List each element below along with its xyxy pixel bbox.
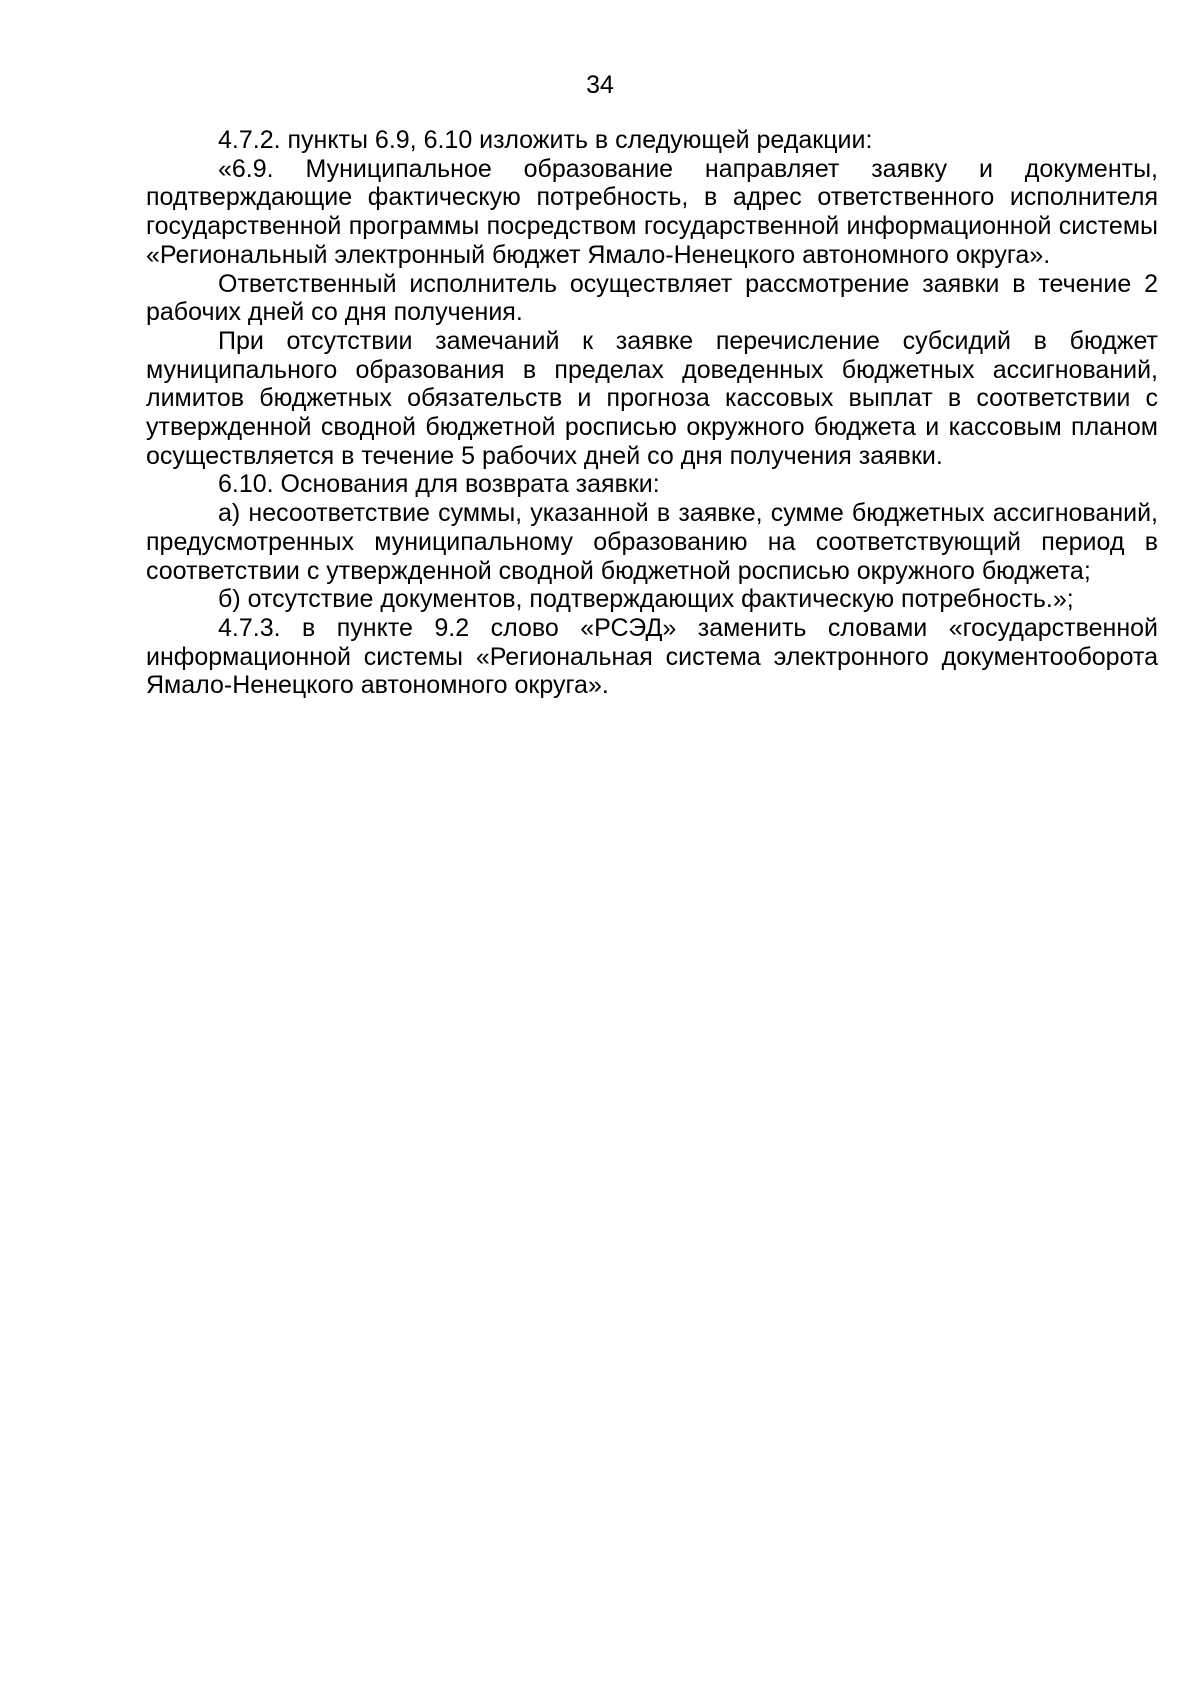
paragraph-6-9: «6.9. Муниципальное образование направляет заявку и документы, подтверждающие фактическую потребность, в адрес ответственного исполнителя государственной программы посредством государственной информационной системы «Региональный электронный бюджет Ямало-Ненецкого автономного округа». — [146, 154, 1158, 269]
paragraph-6-10-b: б) отсутствие документов, подтверждающих фактическую потребность.»; — [218, 585, 1074, 614]
page-number: 34 — [586, 71, 614, 99]
paragraph-4-7-3: 4.7.3. в пункте 9.2 слово «РСЭД» заменить словами «государственной информационной системы «Региональная система электронного документооборота Ямало-Ненецкого автономного округа». — [146, 613, 1158, 700]
paragraph-4-7-2: 4.7.2. пункты 6.9, 6.10 изложить в следующей редакции: — [218, 126, 873, 154]
paragraph-6-10-a: а) несоответствие суммы, указанной в заявке, сумме бюджетных ассигнований, предусмотренных муниципальному образованию на соответствующий период в соответствии с утвержденной сводной бюджетной росписью окружного бюджета; — [146, 499, 1158, 585]
paragraph-6-10: 6.10. Основания для возврата заявки: — [218, 470, 660, 499]
paragraph-transfer-subsidies: При отсутствии замечаний к заявке перечисление субсидий в бюджет муниципального образования в пределах доведенных бюджетных ассигнований, лимитов бюджетных обязательств и прогноза кассовых выплат в соответствии с утвержденной сводной бюджетной росписью окружного бюджета и кассовым планом осуществляется в течение 5 рабочих дней со дня получения заявки. — [146, 326, 1158, 470]
paragraph-review-term: Ответственный исполнитель осуществляет рассмотрение заявки в течение 2 рабочих дней со дня получения. — [146, 269, 1158, 327]
document-body — [146, 126, 1158, 700]
